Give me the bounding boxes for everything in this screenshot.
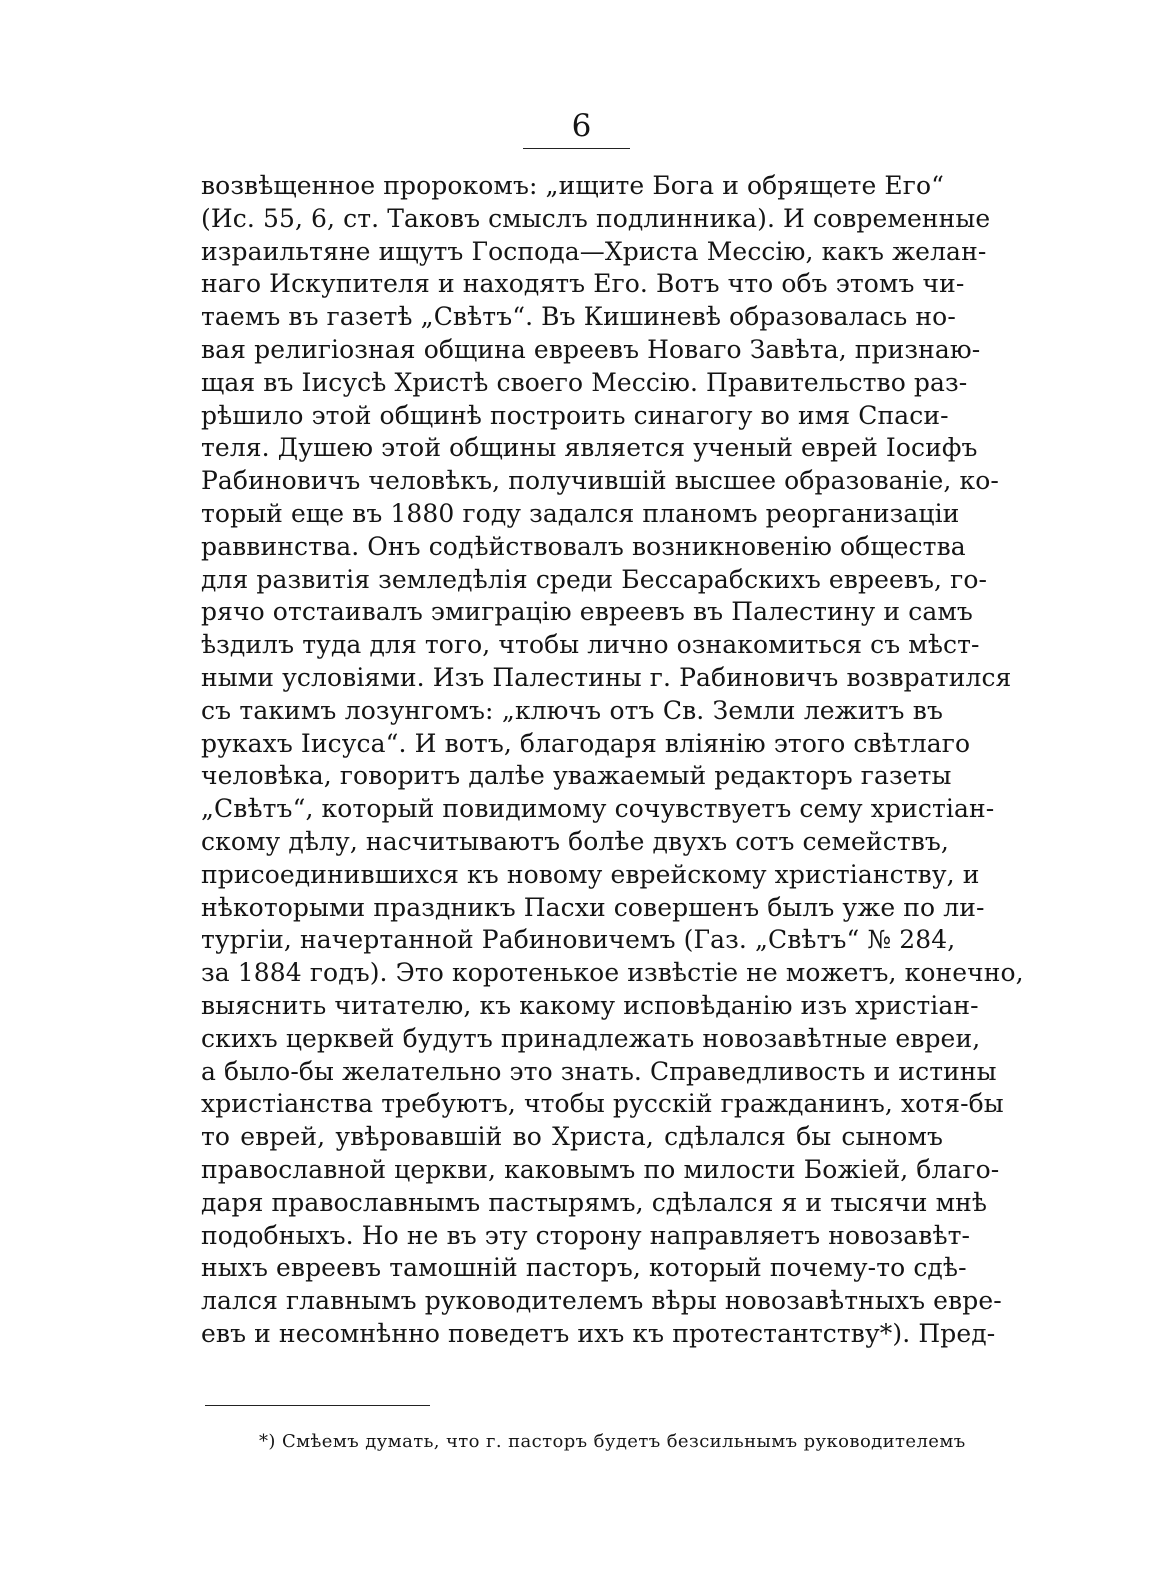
- text-line: христіанства требуютъ, чтобы русскій гражданинъ, хотя-бы: [201, 1089, 1004, 1119]
- text-line: ными условіями. Изъ Палестины г. Рабиновичъ возвратился: [201, 662, 1012, 692]
- text-line: наго Искупителя и находятъ Его. Вотъ что объ этомъ чи-: [201, 269, 965, 299]
- text-line: таемъ въ газетѣ „Свѣтъ“. Въ Кишиневѣ образовалась но-: [201, 302, 956, 332]
- text-line: тургіи, начертанной Рабиновичемъ (Газ. „Свѣтъ“ № 284,: [201, 925, 956, 955]
- text-line: лался главнымъ руководителемъ вѣры новозавѣтныхъ евре-: [201, 1286, 1002, 1316]
- footnote: *) Смѣемъ думать, что г. пасторъ будетъ безсильнымъ руководителемъ: [259, 1431, 966, 1452]
- text-line: рѣшило этой общинѣ построить синагогу во имя Спаси-: [201, 400, 949, 430]
- text-line: „Свѣтъ“, который повидимому сочувствуетъ сему христіан-: [201, 794, 995, 824]
- text-line: а было-бы желательно это знать. Справедливость и истины: [201, 1056, 997, 1086]
- text-line: скому дѣлу, насчитываютъ болѣе двухъ сотъ семействъ,: [201, 826, 949, 856]
- text-line: выяснить читателю, къ какому исповѣданію изъ христіан-: [201, 990, 979, 1020]
- text-line: рячо отстаивалъ эмиграцію евреевъ въ Палестину и самъ: [201, 597, 973, 627]
- text-line: присоединившихся къ новому еврейскому христіанству, и: [201, 859, 980, 889]
- text-line: теля. Душею этой общины является ученый еврей Іосифъ: [201, 433, 978, 463]
- text-line: даря православнымъ пастырямъ, сдѣлался я и тысячи мнѣ: [201, 1187, 988, 1217]
- text-line: православной церкви, каковымъ по милости Божіей, благо-: [201, 1154, 1000, 1184]
- text-line: скихъ церквей будутъ принадлежать новозавѣтные евреи,: [201, 1023, 981, 1053]
- text-line: раввинства. Онъ содѣйствовалъ возникновенію общества: [201, 531, 966, 561]
- text-line: то еврей, увѣровавшій во Христа, сдѣлался бы сыномъ: [201, 1122, 943, 1152]
- body-text: [201, 170, 1024, 1351]
- page-number-rule: [523, 148, 630, 149]
- text-line: подобныхъ. Но не въ эту сторону направляетъ новозавѣт-: [201, 1220, 971, 1250]
- text-line: вая религіозная община евреевъ Новаго Завѣта, признаю-: [201, 334, 981, 364]
- text-line: человѣка, говоритъ далѣе уважаемый редакторъ газеты: [201, 761, 952, 791]
- text-line: (Ис. 55, 6, ст. Таковъ смыслъ подлинника). И современные: [201, 203, 991, 233]
- text-line: съ такимъ лозунгомъ: „ключъ отъ Св. Земли лежитъ въ: [201, 695, 943, 725]
- page-number: 6: [571, 108, 592, 144]
- text-line: возвѣщенное пророкомъ: „ищите Бога и обрящете Его“: [201, 171, 944, 200]
- footnote-rule: [205, 1405, 430, 1406]
- text-line: израильтяне ищутъ Господа—Христа Мессію, какъ желан-: [201, 236, 987, 266]
- text-line: для развитія земледѣлія среди Бессарабскихъ евреевъ, го-: [201, 564, 988, 594]
- text-line: рукахъ Іисуса“. И вотъ, благодаря вліянію этого свѣтлаго: [201, 728, 971, 758]
- text-line: ныхъ евреевъ тамошній пасторъ, который почему-то сдѣ-: [201, 1253, 967, 1283]
- text-line: за 1884 годъ). Это коротенькое извѣстіе не можетъ, конечно,: [201, 958, 1024, 988]
- text-line: ѣздилъ туда для того, чтобы лично ознакомиться съ мѣст-: [201, 630, 980, 660]
- text-line: торый еще въ 1880 году задался планомъ реорганизаціи: [201, 498, 960, 528]
- text-line: Рабиновичъ человѣкъ, получившій высшее образованіе, ко-: [201, 466, 999, 496]
- text-line: евъ и несомнѣнно поведетъ ихъ къ протестантству*). Пред-: [201, 1318, 996, 1348]
- text-line: нѣкоторыми праздникъ Пасхи совершенъ былъ уже по ли-: [201, 892, 985, 922]
- text-line: щая въ Іисусѣ Христѣ своего Мессію. Правительство раз-: [201, 367, 968, 397]
